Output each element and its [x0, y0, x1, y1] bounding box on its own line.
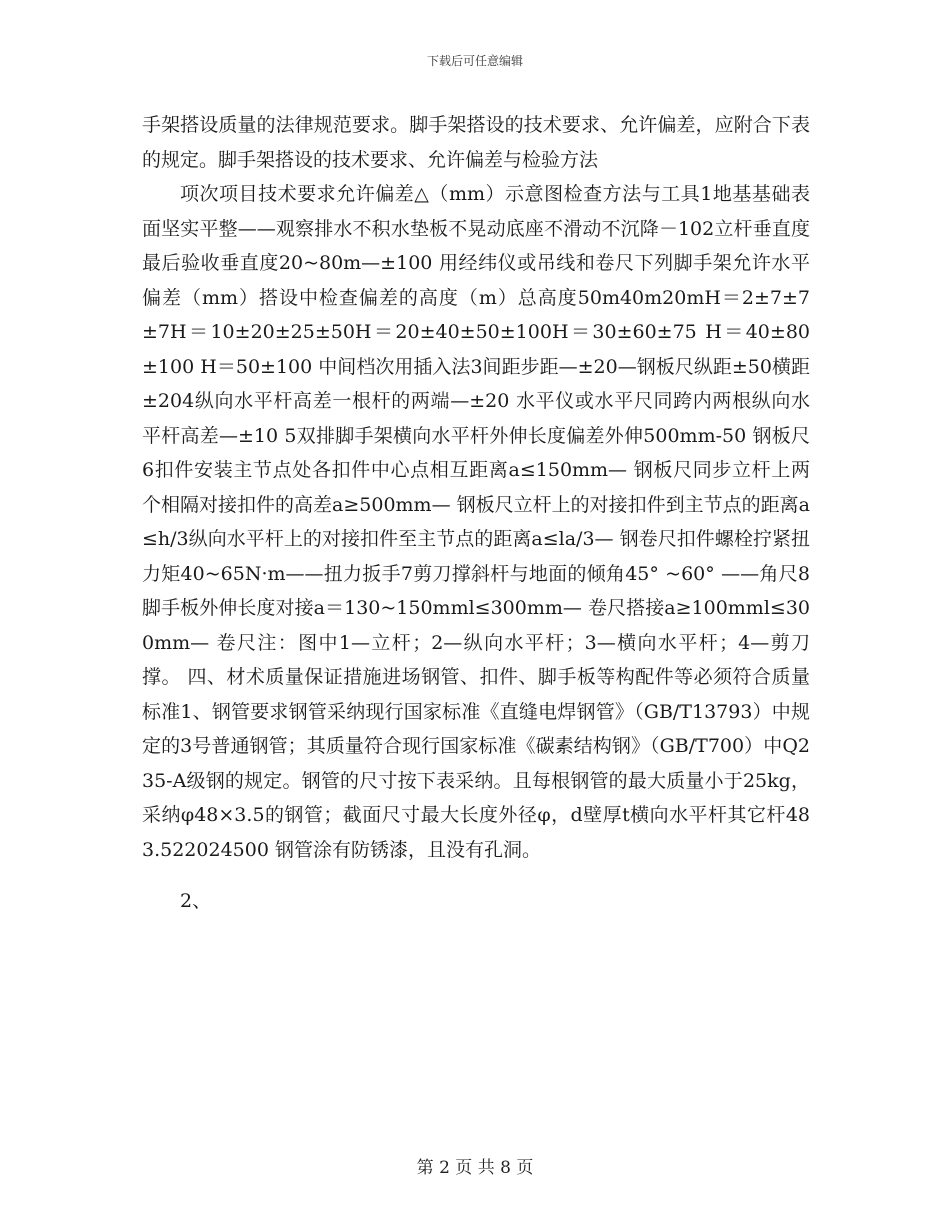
document-body	[142, 108, 810, 919]
page-number-footer: 第 2 页 共 8 页	[416, 1158, 534, 1178]
paragraph-2: 项次项目技术要求允许偏差△（mm）示意图检查方法与工具1地基基础表面坚实平整——观察排水不积水垫板不晃动底座不滑动不沉降－102立杆垂直度最后验收垂直度20~80m—±100 用经纬仪或吊线和卷尺下列脚手架允许水平偏差（mm）搭设中检查偏差的高度（m）总高度50m40m20mH＝2±7±7±7H＝10±20±25±50H＝20±40±50±100H＝30±60±75 H＝40±80±100 H＝50±100 中间档次用插入法3间距步距—±20—钢板尺纵距±50横距±204纵向水平杆高差一根杆的两端—±20 水平仪或水平尺同跨内两根纵向水平杆高差—±10 5双排脚手架横向水平杆外伸长度偏差外伸500mm-50 钢板尺6扣件安装主节点处各扣件中心点相互距离a≤150mm— 钢板尺同步立杆上两个相隔对接扣件的高差a≥500mm— 钢板尺立杆上的对接扣件到主节点的距离a≤h/3纵向水平杆上的对接扣件至主节点的距离a≤la/3— 钢卷尺扣件螺栓拧紧扭力矩40~65N·m——扭力扳手7剪刀撑斜杆与地面的倾角45° ~60° ——角尺8脚手板外伸长度对接a＝130~150mml≤300mm— 卷尺搭接a≥100mml≤300mm— 卷尺注：图中1—立杆；2—纵向水平杆；3—横向水平杆；4—剪刀撑。 四、材术质量保证措施进场钢管、扣件、脚手板等构配件等必须符合质量标准1、钢管要求钢管采纳现行国家标准《直缝电焊钢管》（GB/T13793）中规定的3号普通钢管；其质量符合现行国家标准《碳素结构钢》（GB/T700）中Q235-A级钢的规定。钢管的尺寸按下表采纳。且每根钢管的最大质量小于25kg，采纳φ48×3.5的钢管；截面尺寸最大长度外径φ，d壁厚t横向水平杆其它杆483.522024500 钢管涂有防锈漆，且没有孔洞。	[142, 183, 810, 861]
paragraph-1: 手架搭设质量的法律规范要求。脚手架搭设的技术要求、允许偏差，应附合下表的规定。脚手架搭设的技术要求、允许偏差与检验方法	[142, 114, 810, 171]
page-header: 下载后可任意编辑	[426, 54, 523, 68]
paragraph-3: 2、	[180, 890, 212, 912]
